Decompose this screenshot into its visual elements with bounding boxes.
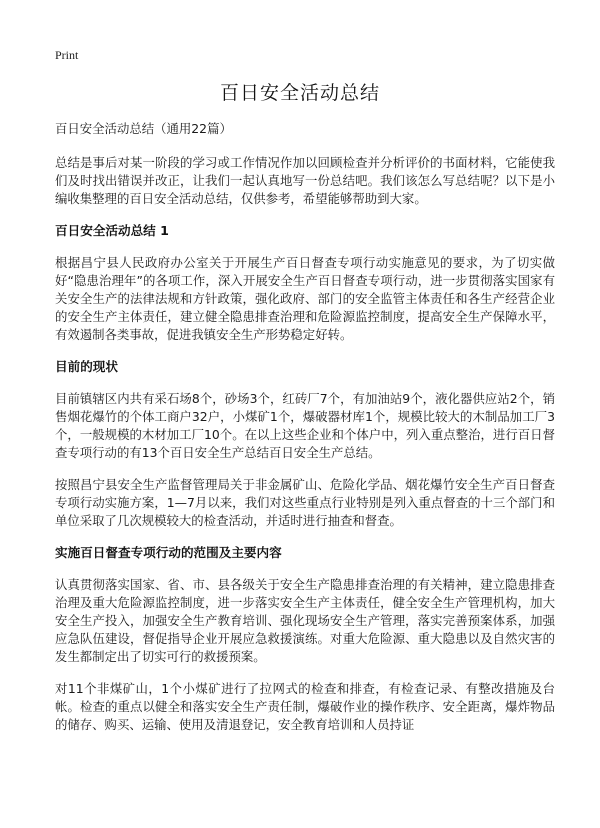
article-subtitle: 百日安全活动总结（通用22篇）: [55, 121, 232, 136]
intro-paragraph: 总结是事后对某一阶段的学习或工作情况作加以回顾检查并分析评价的书面材料，它能使我们及时找出错误并改正，让我们一起认真地写一份总结吧。我们该怎么写总结呢？以下是小编收集整理的百日安全活动总结，仅供参考，希望能够帮助到大家。: [55, 155, 555, 206]
section-heading-scope: 实施百日督查专项行动的范围及主要内容: [55, 545, 282, 560]
section3-paragraph-2: 对11个非煤矿山，1个小煤矿进行了拉网式的检查和排查，有检查记录、有整改措施及台帐。检查的重点以健全和落实安全生产责任制，爆破作业的操作秩序、安全距离，爆炸物品的储存、购买、运输、使用及清退登记，安全教育培训和人员持证: [55, 681, 555, 732]
article-body: [55, 120, 555, 748]
section2-paragraph-2: 按照昌宁县安全生产监督管理局关于非金属矿山、危险化学品、烟花爆竹安全生产百日督查专项行动实施方案，1—7月以来，我们对这些重点行业特别是列入重点督查的十三个部门和单位采取了几次规模较大的检查活动，并适时进行抽查和督查。: [55, 477, 555, 528]
section-heading-1: 百日安全活动总结 1: [55, 223, 169, 238]
section2-paragraph-1: 目前镇辖区内共有采石场8个，砂场3个，红砖厂7个，有加油站9个，液化器供应站2个，销售烟花爆竹的个体工商户32户，小煤矿1个，爆破器材库1个，规模比较大的木制品加工厂3个，一般规模的木材加工厂10个。在以上这些企业和个体户中，列入重点整治，进行百日督查专项行动的有13个百日安全生产总结百日安全生产总结。: [55, 391, 555, 460]
section3-paragraph-1: 认真贯彻落实国家、省、市、县各级关于安全生产隐患排查治理的有关精神，建立隐患排查治理及重大危险源监控制度，进一步落实安全生产主体责任，健全安全生产管理机构，加大安全生产投入，加强安全生产教育培训、强化现场安全生产管理，落实完善预案体系，加强应急队伍建设，督促指导企业开展应急救援演练。对重大危险源、重大隐患以及自然灾害的发生都制定出了切实可行的救援预案。: [55, 577, 555, 664]
page-title: 百日安全活动总结: [219, 82, 380, 104]
section-heading-current-status: 目前的现状: [55, 359, 118, 374]
print-link[interactable]: Print: [55, 48, 79, 62]
section1-paragraph-1: 根据昌宁县人民政府办公室关于开展生产百日督查专项行动实施意见的要求，为了切实做好“隐患治理年”的各项工作，深入开展安全生产百日督查专项行动，进一步贯彻落实国家有关安全生产的法律法规和方针政策，强化政府、部门的安全监管主体责任和各生产经营企业的安全生产主体责任，建立健全隐患排查治理和危险源监控制度，提高安全生产保障水平，有效遏制各类事故，促进我镇安全生产形势稳定好转。: [55, 255, 555, 342]
